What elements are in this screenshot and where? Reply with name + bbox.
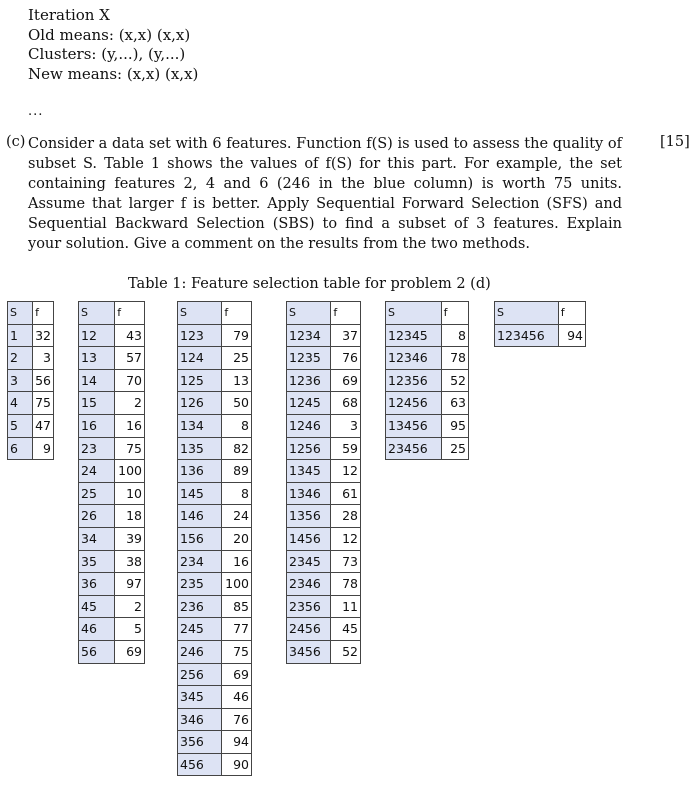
subset-cell: 345 [178, 686, 222, 709]
table-row [79, 595, 145, 618]
new-means-line: New means: (x,x) (x,x) [28, 64, 199, 83]
subset-cell: 2 [8, 347, 33, 370]
value-cell: 46 [222, 686, 252, 709]
table-row [79, 437, 145, 460]
table-row [287, 640, 361, 663]
feature-table-5 [385, 301, 469, 460]
table-row [178, 437, 252, 460]
table-row [178, 369, 252, 392]
table-row [178, 708, 252, 731]
value-cell: 25 [222, 347, 252, 370]
subset-cell: 245 [178, 618, 222, 641]
subset-cell: 126 [178, 392, 222, 415]
subset-cell: 146 [178, 505, 222, 528]
value-cell: 63 [441, 392, 468, 415]
value-cell: 95 [441, 414, 468, 437]
subset-cell: 1456 [287, 527, 331, 550]
subset-cell: 356 [178, 731, 222, 754]
subset-cell: 26 [79, 505, 115, 528]
table-row [287, 392, 361, 415]
value-column-header: f [331, 302, 361, 325]
table-row [8, 392, 54, 415]
value-cell: 69 [331, 369, 361, 392]
table-row [386, 392, 469, 415]
table-row [386, 347, 469, 370]
value-cell: 13 [222, 369, 252, 392]
subset-cell: 346 [178, 708, 222, 731]
subset-cell: 2356 [287, 595, 331, 618]
subset-cell: 25 [79, 482, 115, 505]
value-cell: 8 [222, 482, 252, 505]
feature-table-6 [494, 301, 586, 347]
table-row [178, 686, 252, 709]
table-row [79, 369, 145, 392]
value-cell: 12 [331, 460, 361, 483]
subset-cell: 1245 [287, 392, 331, 415]
value-cell: 39 [115, 527, 145, 550]
value-cell: 8 [441, 324, 468, 347]
value-cell: 45 [331, 618, 361, 641]
table-row [79, 618, 145, 641]
subset-cell: 12345 [386, 324, 442, 347]
table-row [79, 573, 145, 596]
subset-cell: 1236 [287, 369, 331, 392]
subset-cell: 12346 [386, 347, 442, 370]
value-cell: 82 [222, 437, 252, 460]
subset-cell: 45 [79, 595, 115, 618]
subset-cell: 135 [178, 437, 222, 460]
subset-cell: 6 [8, 437, 33, 460]
value-cell: 90 [222, 753, 252, 776]
subset-cell: 15 [79, 392, 115, 415]
table-row [287, 573, 361, 596]
value-cell: 2 [115, 595, 145, 618]
table-row [287, 505, 361, 528]
subset-cell: 236 [178, 595, 222, 618]
value-cell: 47 [33, 414, 54, 437]
subset-cell: 145 [178, 482, 222, 505]
value-column-header: f [33, 302, 54, 325]
value-cell: 79 [222, 324, 252, 347]
table-row [8, 347, 54, 370]
table-row [178, 527, 252, 550]
value-cell: 78 [441, 347, 468, 370]
value-cell: 2 [115, 392, 145, 415]
table-row [8, 414, 54, 437]
subset-cell: 2345 [287, 550, 331, 573]
table-header-row [79, 302, 145, 325]
subset-cell: 1235 [287, 347, 331, 370]
value-column-header: f [222, 302, 252, 325]
value-cell: 28 [331, 505, 361, 528]
value-cell: 76 [222, 708, 252, 731]
value-cell: 69 [222, 663, 252, 686]
subset-cell: 4 [8, 392, 33, 415]
subset-column-header: S [178, 302, 222, 325]
value-column-header: f [558, 302, 585, 325]
value-cell: 25 [441, 437, 468, 460]
table-header-row [8, 302, 54, 325]
table-row [8, 324, 54, 347]
subset-column-header: S [386, 302, 442, 325]
clusters-line: Clusters: (y,...), (y,...) [28, 45, 186, 63]
table-row [178, 414, 252, 437]
value-cell: 97 [115, 573, 145, 596]
table-row [79, 392, 145, 415]
value-cell: 9 [33, 437, 54, 460]
subset-cell: 36 [79, 573, 115, 596]
table-row [178, 482, 252, 505]
table-row [287, 347, 361, 370]
table-row [79, 482, 145, 505]
table-row [178, 618, 252, 641]
subset-cell: 13456 [386, 414, 442, 437]
value-cell: 18 [115, 505, 145, 528]
table-row [178, 731, 252, 754]
table-row [178, 460, 252, 483]
subset-cell: 34 [79, 527, 115, 550]
table-row [79, 550, 145, 573]
subset-cell: 123456 [495, 324, 559, 347]
subset-cell: 234 [178, 550, 222, 573]
table-row [178, 347, 252, 370]
question-marks: [15] [660, 134, 690, 150]
table-row [79, 324, 145, 347]
value-cell: 16 [222, 550, 252, 573]
table-row [178, 663, 252, 686]
table-row [287, 482, 361, 505]
value-column-header: f [441, 302, 468, 325]
table-header-row [178, 302, 252, 325]
subset-cell: 24 [79, 460, 115, 483]
table-row [178, 324, 252, 347]
intro-block [28, 6, 198, 84]
table-row [178, 392, 252, 415]
subset-cell: 16 [79, 414, 115, 437]
table-row [79, 640, 145, 663]
table-row [386, 369, 469, 392]
subset-cell: 14 [79, 369, 115, 392]
subset-cell: 1356 [287, 505, 331, 528]
subset-cell: 235 [178, 573, 222, 596]
table-row [79, 527, 145, 550]
table-row [287, 527, 361, 550]
table-row [386, 324, 469, 347]
subset-column-header: S [287, 302, 331, 325]
value-cell: 69 [115, 640, 145, 663]
value-cell: 78 [331, 573, 361, 596]
subset-cell: 12 [79, 324, 115, 347]
value-cell: 59 [331, 437, 361, 460]
ellipsis: ... [28, 104, 44, 119]
value-cell: 32 [33, 324, 54, 347]
subset-cell: 56 [79, 640, 115, 663]
value-cell: 43 [115, 324, 145, 347]
table-row [79, 505, 145, 528]
subset-cell: 1256 [287, 437, 331, 460]
value-cell: 94 [558, 324, 585, 347]
subset-cell: 23 [79, 437, 115, 460]
table-row [386, 414, 469, 437]
table-row [287, 595, 361, 618]
table-row [287, 550, 361, 573]
value-cell: 38 [115, 550, 145, 573]
table-row [178, 505, 252, 528]
table-row [287, 437, 361, 460]
subset-column-header: S [79, 302, 115, 325]
feature-table-3 [177, 301, 252, 776]
value-cell: 73 [331, 550, 361, 573]
iteration-label: Iteration X [28, 6, 110, 24]
value-cell: 3 [331, 414, 361, 437]
value-cell: 94 [222, 731, 252, 754]
subset-cell: 134 [178, 414, 222, 437]
value-cell: 70 [115, 369, 145, 392]
subset-cell: 456 [178, 753, 222, 776]
subset-cell: 35 [79, 550, 115, 573]
value-cell: 16 [115, 414, 145, 437]
feature-table-1 [7, 301, 54, 460]
value-cell: 75 [33, 392, 54, 415]
table-header-row [287, 302, 361, 325]
subset-column-header: S [495, 302, 559, 325]
subset-cell: 1346 [287, 482, 331, 505]
value-cell: 75 [222, 640, 252, 663]
table-row [287, 324, 361, 347]
table-row [178, 550, 252, 573]
subset-cell: 5 [8, 414, 33, 437]
value-cell: 76 [331, 347, 361, 370]
subset-cell: 46 [79, 618, 115, 641]
value-cell: 89 [222, 460, 252, 483]
value-column-header: f [115, 302, 145, 325]
value-cell: 11 [331, 595, 361, 618]
subset-cell: 13 [79, 347, 115, 370]
subset-cell: 246 [178, 640, 222, 663]
value-cell: 52 [331, 640, 361, 663]
table-row [287, 414, 361, 437]
subset-cell: 1345 [287, 460, 331, 483]
subset-cell: 123 [178, 324, 222, 347]
table-caption: Table 1: Feature selection table for problem 2 (d) [128, 276, 491, 292]
subset-cell: 23456 [386, 437, 442, 460]
old-means-line: Old means: (x,x) (x,x) [28, 25, 191, 44]
value-cell: 24 [222, 505, 252, 528]
value-cell: 68 [331, 392, 361, 415]
value-cell: 56 [33, 369, 54, 392]
subset-cell: 3 [8, 369, 33, 392]
value-cell: 75 [115, 437, 145, 460]
subset-column-header: S [8, 302, 33, 325]
question-text: Consider a data set with 6 features. Function f(S) is used to assess the quality of subset S. Table 1 shows the values of f(S) for this part. For example, the set containing features 2, 4 and 6 (246 in the blue column) is worth 75 units. Assume that larger f is better. Apply Sequential Forward Selection (SFS) and Sequential Backward Selection (SBS) to find a subset of 3 features. Explain your solution. Give a comment on the results from the two methods. [28, 136, 622, 252]
value-cell: 52 [441, 369, 468, 392]
value-cell: 10 [115, 482, 145, 505]
table-header-row [495, 302, 586, 325]
value-cell: 77 [222, 618, 252, 641]
question-label: (c) [6, 134, 26, 150]
subset-cell: 124 [178, 347, 222, 370]
table-row [178, 595, 252, 618]
subset-cell: 2456 [287, 618, 331, 641]
table-row [287, 369, 361, 392]
value-cell: 100 [115, 460, 145, 483]
feature-table-4 [286, 301, 361, 664]
subset-cell: 12356 [386, 369, 442, 392]
subset-cell: 2346 [287, 573, 331, 596]
subset-cell: 136 [178, 460, 222, 483]
value-cell: 12 [331, 527, 361, 550]
table-row [8, 369, 54, 392]
table-row [79, 347, 145, 370]
value-cell: 85 [222, 595, 252, 618]
value-cell: 8 [222, 414, 252, 437]
table-row [79, 460, 145, 483]
subset-cell: 125 [178, 369, 222, 392]
subset-cell: 156 [178, 527, 222, 550]
feature-table-2 [78, 301, 145, 664]
table-row [386, 437, 469, 460]
subset-cell: 1234 [287, 324, 331, 347]
table-row [178, 753, 252, 776]
table-row [495, 324, 586, 347]
table-header-row [386, 302, 469, 325]
value-cell: 3 [33, 347, 54, 370]
value-cell: 20 [222, 527, 252, 550]
table-row [8, 437, 54, 460]
subset-cell: 3456 [287, 640, 331, 663]
value-cell: 50 [222, 392, 252, 415]
table-row [178, 573, 252, 596]
value-cell: 57 [115, 347, 145, 370]
subset-cell: 1 [8, 324, 33, 347]
value-cell: 100 [222, 573, 252, 596]
value-cell: 37 [331, 324, 361, 347]
subset-cell: 1246 [287, 414, 331, 437]
table-row [287, 618, 361, 641]
table-row [79, 414, 145, 437]
subset-cell: 12456 [386, 392, 442, 415]
value-cell: 61 [331, 482, 361, 505]
subset-cell: 256 [178, 663, 222, 686]
value-cell: 5 [115, 618, 145, 641]
table-row [287, 460, 361, 483]
table-row [178, 640, 252, 663]
